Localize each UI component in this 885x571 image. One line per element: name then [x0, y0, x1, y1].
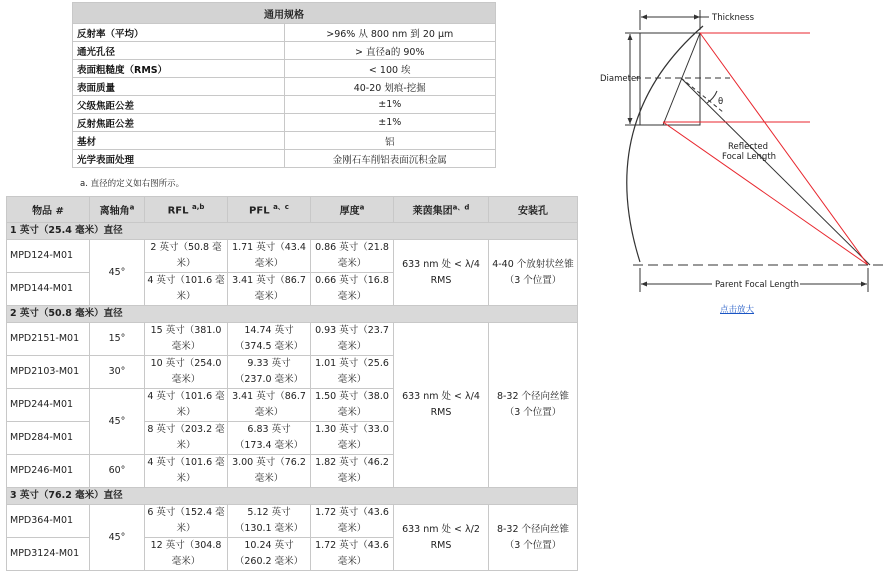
arrowhead [861, 282, 867, 287]
angle-cell: 15° [90, 323, 145, 356]
spec-value: 金刚石车削铝表面沉积金属 [284, 150, 496, 168]
arrowhead [628, 118, 633, 124]
spec-row [73, 114, 496, 132]
angle-cell: 60° [90, 455, 145, 488]
rfl-cell: 15 英寸（381.0 毫米） [145, 323, 228, 356]
spec-label: 表面质量 [73, 78, 285, 96]
spec-label: 反射焦距公差 [73, 114, 285, 132]
item-number: MPD124-M01 [7, 240, 90, 273]
rfl-cell: 2 英寸（50.8 毫米） [145, 240, 228, 273]
spec-value: < 100 埃 [284, 60, 496, 78]
mirror-diagram[interactable] [595, 0, 885, 298]
angle-cell: 45° [90, 505, 145, 571]
rfl-cell: 12 英寸（304.8 毫米） [145, 538, 228, 571]
pfl-cell: 6.83 英寸（173.4 毫米） [228, 422, 311, 455]
group-title: 1 英寸（25.4 毫米）直径 [7, 223, 578, 240]
spec-value: 铝 [284, 132, 496, 150]
spec-row [73, 60, 496, 78]
angle-cell: 45° [90, 240, 145, 306]
spec-label: 表面粗糙度（RMS） [73, 60, 285, 78]
thickness-cell: 1.72 英寸（43.6 毫米） [311, 505, 394, 538]
col-header-angle: 离轴角$^a$ [90, 197, 145, 223]
mount-cell: 8-32 个径向丝锥（3 个位置） [489, 505, 578, 571]
table-row [7, 240, 578, 273]
reflected-axis-line [681, 78, 870, 265]
pfl-cell: 10.24 英寸（260.2 毫米） [228, 538, 311, 571]
arrowhead [694, 15, 700, 20]
pfl-cell: 5.12 英寸（130.1 毫米） [228, 505, 311, 538]
col-header-rfl: RFL $^{a,b}$ [145, 197, 228, 223]
col-header-pfl: PFL $^{a、c}$ [228, 197, 311, 223]
rfl-cell: 4 英寸（101.6 毫米） [145, 389, 228, 422]
pfl-cell: 9.33 英寸（237.0 毫米） [228, 356, 311, 389]
group-title: 3 英寸（76.2 毫米）直径 [7, 488, 578, 505]
flatness-cell: 633 nm 处 < λ/2 RMS [394, 505, 489, 571]
rfl-cell: 4 英寸（101.6 毫米） [145, 455, 228, 488]
arrowhead [641, 282, 647, 287]
spec-title: 通用规格 [73, 3, 496, 24]
parent-parabola [627, 26, 703, 262]
pfl-cell: 1.71 英寸（43.4 毫米） [228, 240, 311, 273]
thickness-cell: 1.72 英寸（43.6 毫米） [311, 538, 394, 571]
normal-line [681, 78, 723, 112]
item-number: MPD364-M01 [7, 505, 90, 538]
pfl-cell: 3.41 英寸（86.7 毫米） [228, 273, 311, 306]
col-header-item: 物品 # [7, 197, 90, 223]
spec-value: ±1% [284, 114, 496, 132]
item-number: MPD284-M01 [7, 422, 90, 455]
spec-label: 反射率（平均） [73, 24, 285, 42]
reflected-label-line2: Focal Length [722, 152, 777, 162]
product-table [6, 196, 578, 571]
thickness-cell: 0.66 英寸（16.8 毫米） [311, 273, 394, 306]
item-number: MPD246-M01 [7, 455, 90, 488]
item-number: MPD2103-M01 [7, 356, 90, 389]
spec-footnote: a. 直径的定义如右图所示。 [80, 179, 185, 189]
thickness-cell: 0.93 英寸（23.7 毫米） [311, 323, 394, 356]
spec-label: 父级焦距公差 [73, 96, 285, 114]
col-header-mount: 安装孔 [489, 197, 578, 223]
spec-value: ±1% [284, 96, 496, 114]
rfl-cell: 8 英寸（203.2 毫米） [145, 422, 228, 455]
item-number: MPD244-M01 [7, 389, 90, 422]
rfl-cell: 10 英寸（254.0 毫米） [145, 356, 228, 389]
thickness-cell: 1.01 英寸（25.6 毫米） [311, 356, 394, 389]
spec-row [73, 24, 496, 42]
thickness-label: Thickness [712, 13, 755, 23]
thickness-cell: 1.50 英寸（38.0 毫米） [311, 389, 394, 422]
item-number: MPD3124-M01 [7, 538, 90, 571]
spec-label: 光学表面处理 [73, 150, 285, 168]
reflected-label-line1: Reflected [728, 142, 768, 152]
spec-value: >96% 从 800 nm 到 20 μm [284, 24, 496, 42]
spec-row [73, 42, 496, 60]
pfl-cell: 3.00 英寸（76.2 毫米） [228, 455, 311, 488]
col-header-flatness: 莱茵集团$^{a、d}$ [394, 197, 489, 223]
group-row-2inch [7, 306, 578, 323]
col-header-thickness: 厚度$^a$ [311, 197, 394, 223]
table-header-row [7, 197, 578, 223]
group-row-3inch [7, 488, 578, 505]
theta-arc [707, 91, 717, 103]
group-title: 2 英寸（50.8 毫米）直径 [7, 306, 578, 323]
click-to-enlarge-link[interactable]: 点击放大 [720, 305, 755, 315]
pfl-cell: 3.41 英寸（86.7 毫米） [228, 389, 311, 422]
flatness-cell: 633 nm 处 < λ/4 RMS [394, 240, 489, 306]
pfl-cell: 14.74 英寸（374.5 毫米） [228, 323, 311, 356]
thickness-cell: 1.82 英寸（46.2 毫米） [311, 455, 394, 488]
mirror-body [640, 33, 700, 125]
mount-cell: 4-40 个放射状丝锥（3 个位置） [489, 240, 578, 306]
thickness-cell: 0.86 英寸（21.8 毫米） [311, 240, 394, 273]
angle-cell: 30° [90, 356, 145, 389]
arrowhead [628, 34, 633, 40]
spec-row [73, 78, 496, 96]
item-number: MPD144-M01 [7, 273, 90, 306]
reflected-ray-top [700, 33, 868, 265]
spec-value: > 直径a的 90% [284, 42, 496, 60]
spec-row [73, 132, 496, 150]
thickness-cell: 1.30 英寸（33.0 毫米） [311, 422, 394, 455]
spec-row [73, 150, 496, 168]
rfl-cell: 4 英寸（101.6 毫米） [145, 273, 228, 306]
flatness-cell: 633 nm 处 < λ/4 RMS [394, 323, 489, 488]
table-row [7, 323, 578, 356]
group-row-1inch [7, 223, 578, 240]
diameter-label: Diameter [600, 74, 640, 84]
spec-table [72, 2, 496, 168]
angle-cell: 45° [90, 389, 145, 455]
mount-cell: 8-32 个径向丝锥（3 个位置） [489, 323, 578, 488]
item-number: MPD2151-M01 [7, 323, 90, 356]
theta-label: θ [718, 97, 724, 107]
parent-focal-label: Parent Focal Length [715, 280, 799, 290]
spec-label: 通光孔径 [73, 42, 285, 60]
spec-row [73, 96, 496, 114]
rfl-cell: 6 英寸（152.4 毫米） [145, 505, 228, 538]
spec-label: 基材 [73, 132, 285, 150]
table-row [7, 505, 578, 538]
spec-value: 40-20 划痕-挖掘 [284, 78, 496, 96]
arrowhead [641, 15, 647, 20]
